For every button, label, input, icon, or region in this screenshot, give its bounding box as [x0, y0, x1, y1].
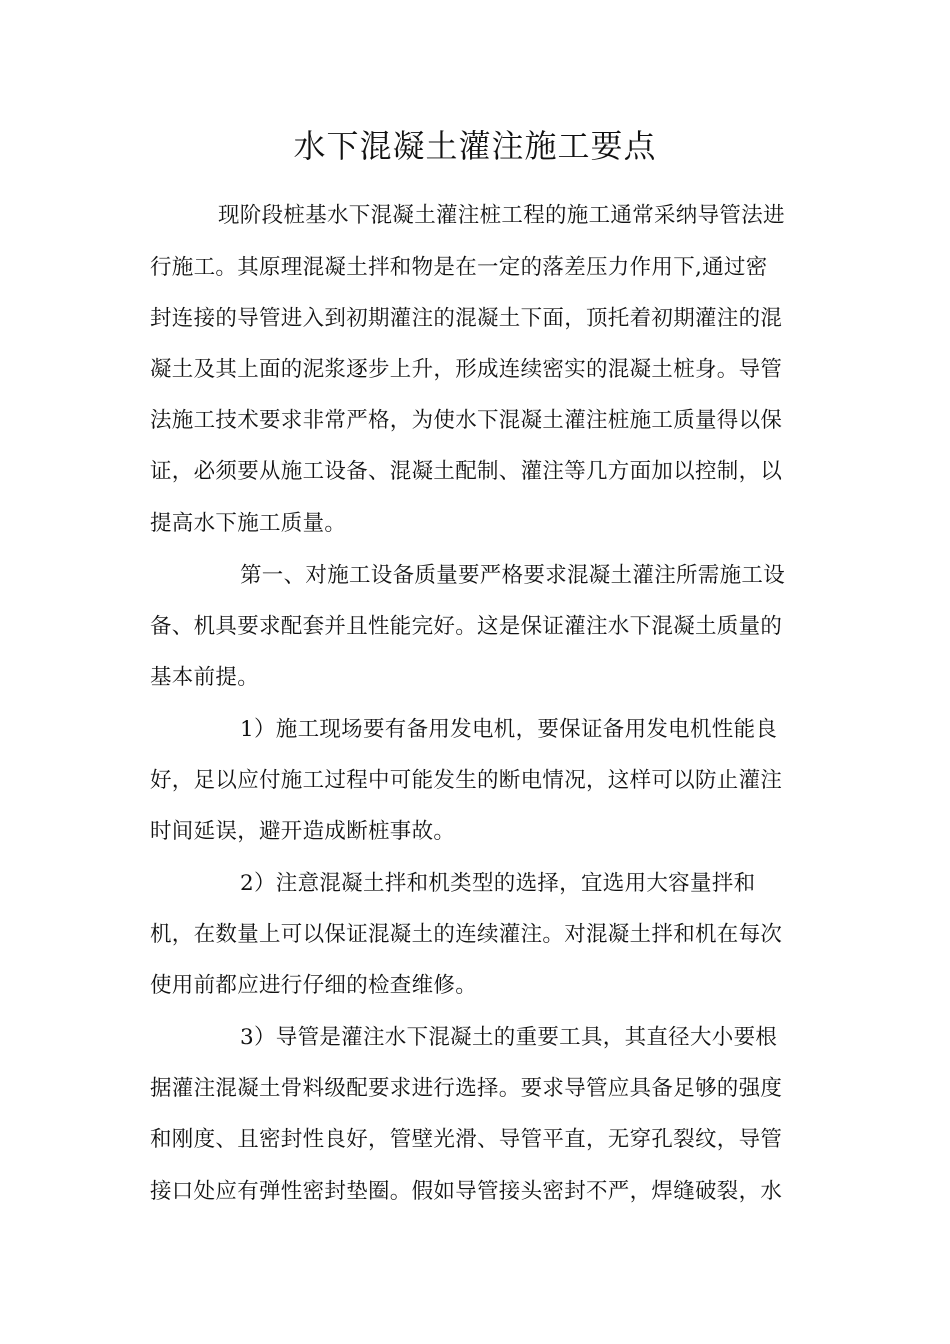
paragraph-line: 好，足以应付施工过程中可能发生的断电情况，这样可以防止灌注	[150, 768, 783, 793]
paragraph-line: 封连接的导管进入到初期灌注的混凝土下面，顶托着初期灌注的混	[150, 306, 783, 331]
paragraph-line: 基本前提。	[150, 665, 260, 690]
paragraph-line: 备、机具要求配套并且性能完好。这是保证灌注水下混凝土质量的	[150, 614, 783, 639]
paragraph-line: 法施工技术要求非常严格，为使水下混凝土灌注桩施工质量得以保	[150, 408, 783, 433]
paragraph-line: 和刚度、且密封性良好，管壁光滑、导管平直，无穿孔裂纹，导管	[150, 1127, 783, 1152]
paragraph-line: 接口处应有弹性密封垫圈。假如导管接头密封不严，焊缝破裂，水	[150, 1179, 783, 1204]
paragraph-line: 第一、对施工设备质量要严格要求混凝土灌注所需施工设	[240, 563, 786, 588]
paragraph-line: 凝土及其上面的泥浆逐步上升，形成连续密实的混凝土桩身。导管	[150, 357, 783, 382]
paragraph-line: 1）施工现场要有备用发电机，要保证备用发电机性能良	[240, 717, 778, 742]
paragraph-line: 时间延误，避开造成断桩事故。	[150, 819, 456, 844]
paragraph-line: 提高水下施工质量。	[150, 511, 347, 536]
paragraph-line: 行施工。其原理混凝土拌和物是在一定的落差压力作用下,通过密	[150, 255, 768, 280]
paragraph-line: 3）导管是灌注水下混凝土的重要工具，其直径大小要根	[240, 1025, 778, 1050]
document-title: 水下混凝土灌注施工要点	[293, 127, 657, 165]
paragraph-line: 2）注意混凝土拌和机类型的选择，宜选用大容量拌和	[240, 871, 756, 896]
paragraph-line: 机，在数量上可以保证混凝土的连续灌注。对混凝土拌和机在每次	[150, 922, 783, 947]
paragraph-line: 证，必须要从施工设备、混凝土配制、灌注等几方面加以控制，以	[150, 459, 783, 484]
paragraph-line: 据灌注混凝土骨料级配要求进行选择。要求导管应具备足够的强度	[150, 1076, 783, 1101]
paragraph-line: 使用前都应进行仔细的检查维修。	[150, 973, 478, 998]
paragraph-line: 现阶段桩基水下混凝土灌注桩工程的施工通常采纳导管法进	[218, 203, 785, 228]
